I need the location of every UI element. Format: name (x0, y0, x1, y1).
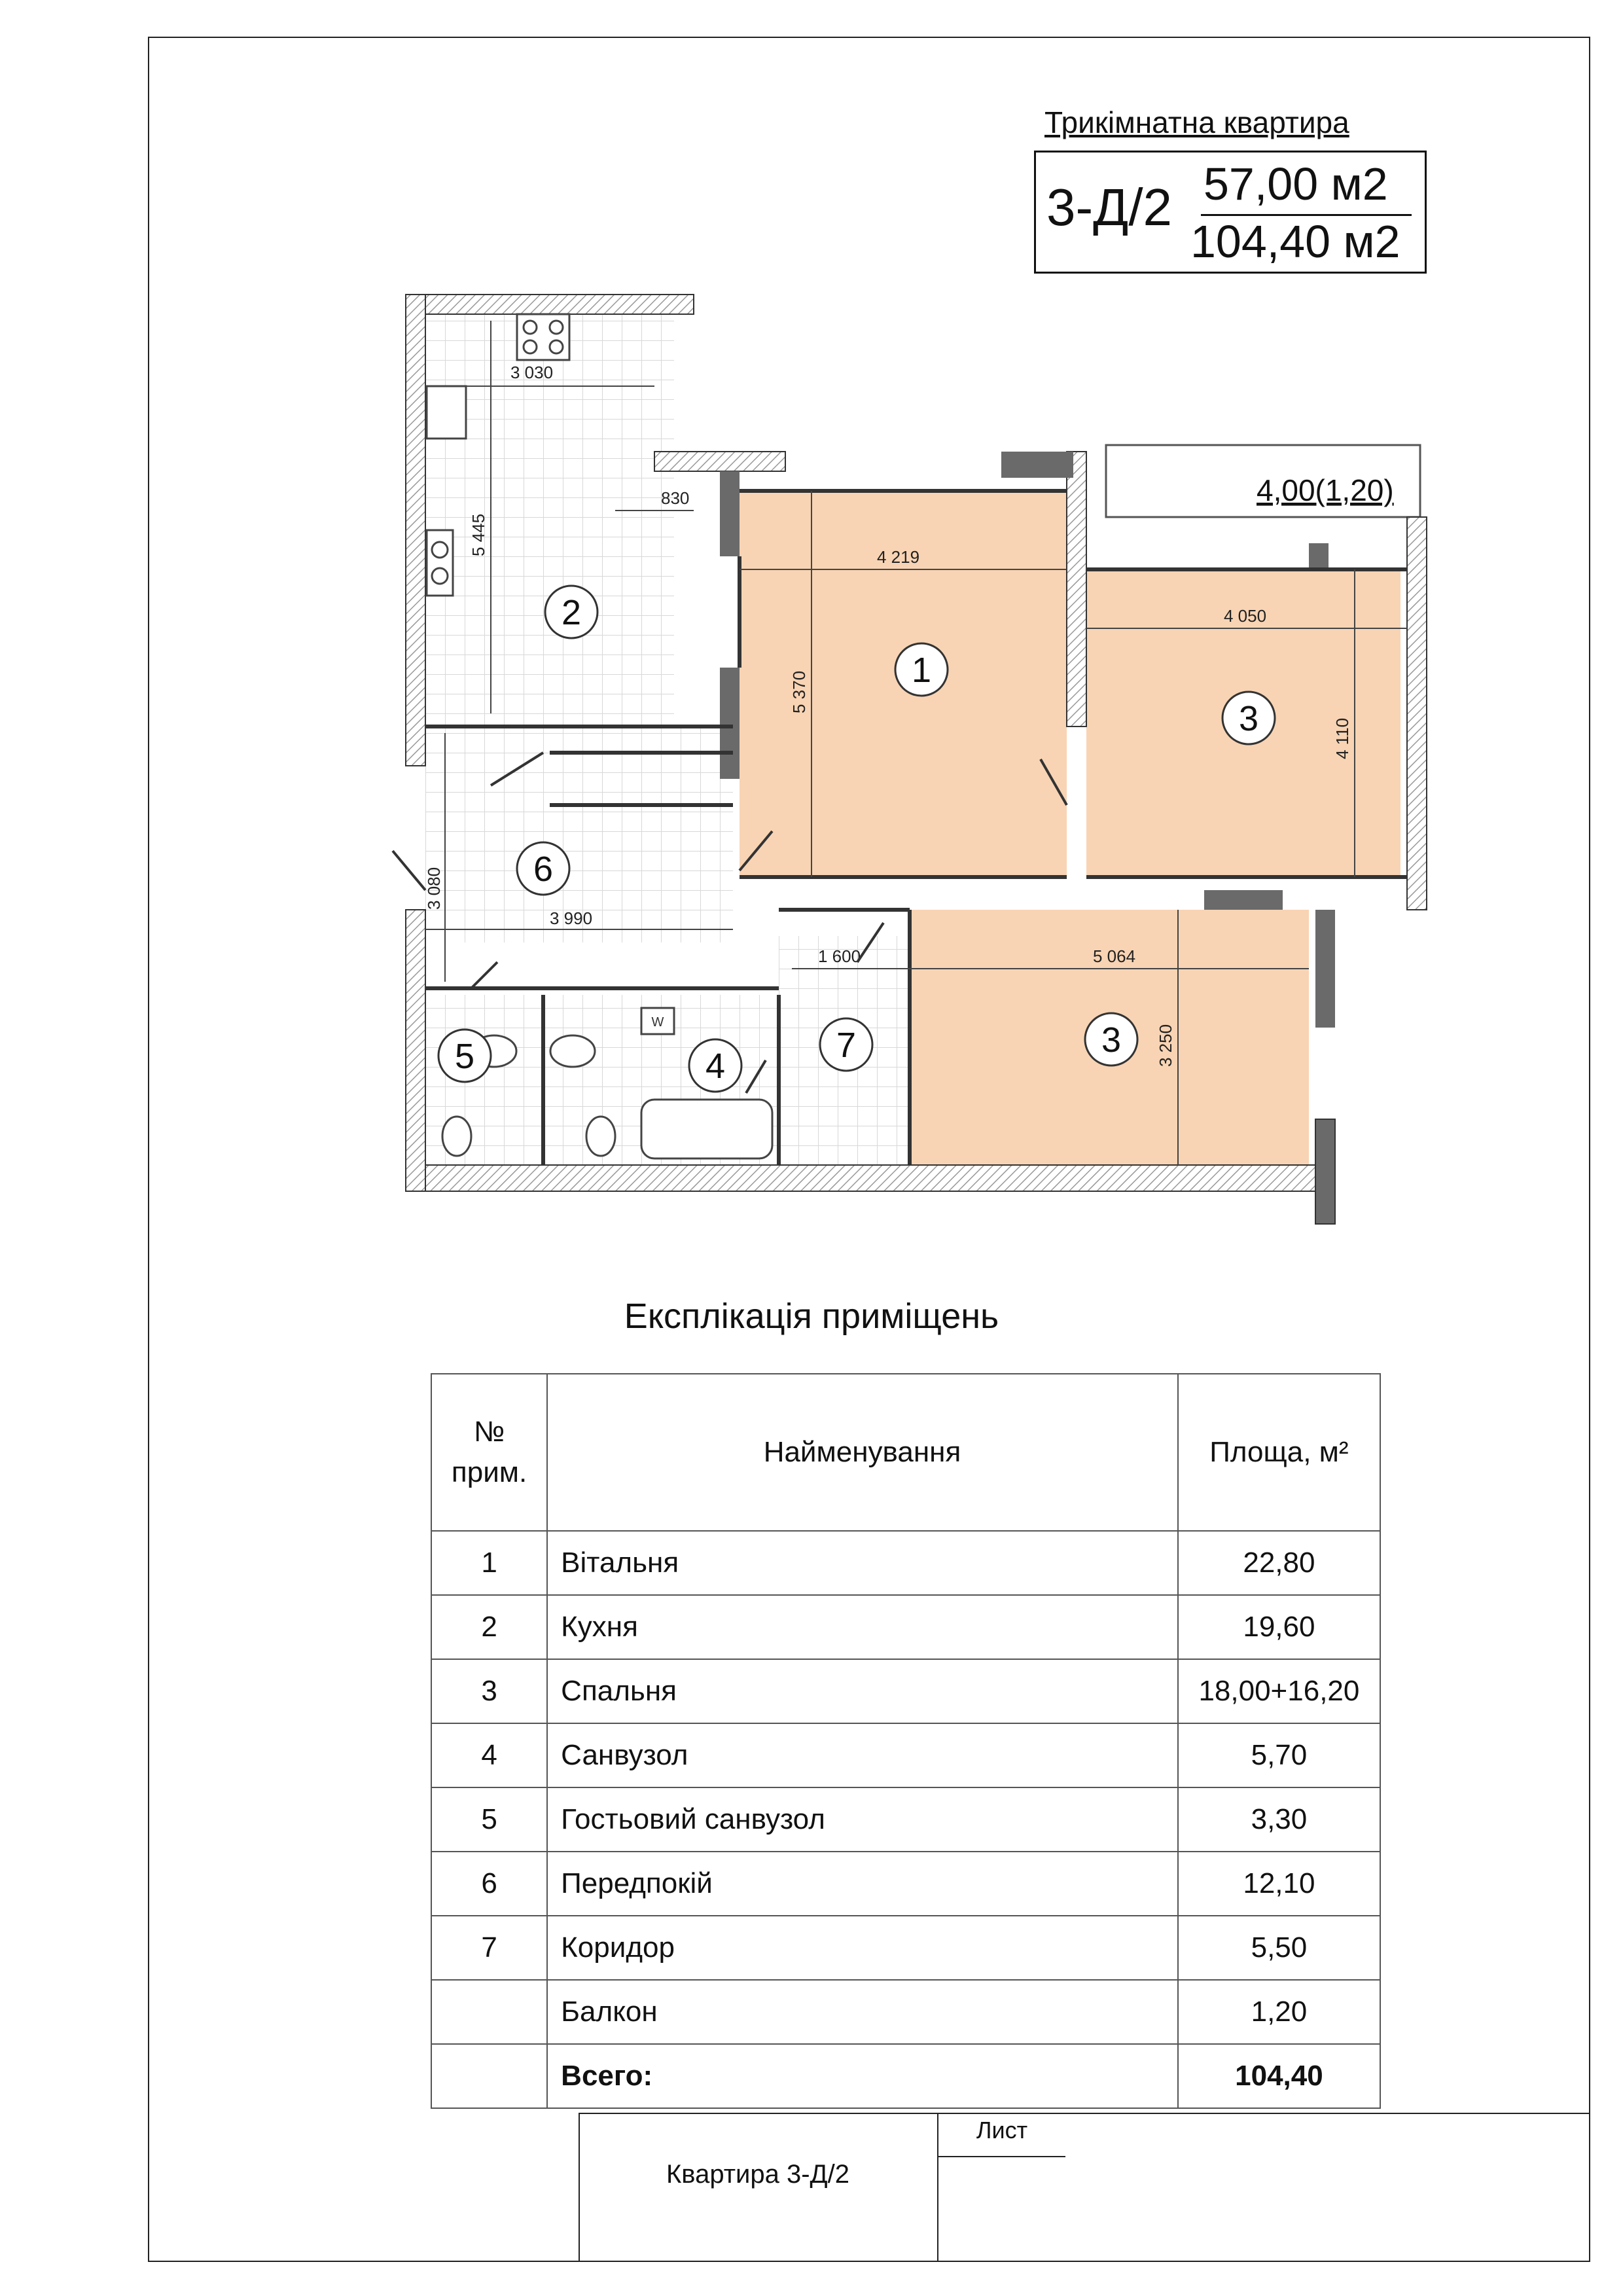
row-name: Гостьовий санвузол (547, 1787, 1178, 1852)
balcony-label: 4,00(1,20) (1257, 473, 1394, 507)
dim-label: 3 250 (1156, 1024, 1175, 1067)
washer-label: W (651, 1015, 664, 1030)
table-row (431, 1531, 1380, 1595)
dim-label: 5 445 (469, 513, 488, 556)
wall-right-living (1067, 452, 1086, 726)
column-c (1001, 452, 1073, 478)
dim-label: 5 370 (789, 670, 809, 713)
table-row (431, 1916, 1380, 1980)
row-name: Санвузол (547, 1723, 1178, 1787)
total-label: Всего: (547, 2044, 1178, 2108)
column-d (1204, 890, 1283, 910)
title-block-sheet-line (937, 2156, 1065, 2157)
living-area: 57,00 м2 (1204, 158, 1388, 209)
wall-bottom (406, 1165, 1315, 1191)
apartment-type: Трикімнатна квартира (1044, 105, 1349, 139)
table-row (431, 1852, 1380, 1916)
drawing-title: Квартира 3-Д/2 (666, 2160, 849, 2189)
dim-label: 4 219 (877, 547, 920, 567)
explication-table (431, 1373, 1381, 2109)
table-row (431, 1787, 1380, 1852)
row-num: 4 (431, 1723, 547, 1787)
row-name: Спальня (547, 1659, 1178, 1723)
floor-plan (386, 281, 1459, 1237)
row-area: 19,60 (1178, 1595, 1380, 1659)
row-area: 1,20 (1178, 1980, 1380, 2044)
room-number: 3 (1238, 699, 1259, 738)
row-name: Вітальня (547, 1531, 1178, 1595)
row-area: 5,50 (1178, 1916, 1380, 1980)
wall-right-bedroom (1407, 517, 1427, 910)
room-number: 6 (533, 850, 554, 889)
total-num (431, 2044, 547, 2108)
row-num: 7 (431, 1916, 547, 1980)
table-row (431, 1659, 1380, 1723)
row-area: 22,80 (1178, 1531, 1380, 1595)
column-f (1309, 543, 1329, 569)
column-e (1315, 910, 1335, 1028)
header-area: Площа, м² (1178, 1374, 1380, 1531)
dim-label: 4 110 (1332, 717, 1352, 759)
table-row (431, 1595, 1380, 1659)
total-area: 104,40 м2 (1190, 216, 1400, 267)
wall-top-kitchen (406, 295, 694, 314)
room-number: 1 (911, 651, 932, 690)
dim-label: 3 990 (550, 908, 593, 928)
explication-title: Експлікація приміщень (624, 1297, 999, 1336)
wall-mid-top (654, 452, 785, 471)
row-area: 12,10 (1178, 1852, 1380, 1916)
row-name: Передпокій (547, 1852, 1178, 1916)
row-area: 5,70 (1178, 1723, 1380, 1787)
dim-label: 3 030 (510, 363, 554, 382)
row-name: Балкон (547, 1980, 1178, 2044)
row-area: 3,30 (1178, 1787, 1380, 1852)
row-num: 1 (431, 1531, 547, 1595)
wall-left-kitchen (406, 295, 425, 766)
wall-right-bottom (1315, 1119, 1335, 1224)
column-b (720, 668, 740, 779)
row-name: Кухня (547, 1595, 1178, 1659)
dim-label: 1 600 (818, 946, 861, 966)
row-name: Коридор (547, 1916, 1178, 1980)
row-num: 6 (431, 1852, 547, 1916)
row-area: 18,00+16,20 (1178, 1659, 1380, 1723)
row-num (431, 1980, 547, 2044)
table-row (431, 1723, 1380, 1787)
table-row (431, 1980, 1380, 2044)
apartment-code: 3-Д/2 (1046, 178, 1173, 236)
room-number: 4 (705, 1047, 726, 1086)
total-area-value: 104,40 (1178, 2044, 1380, 2108)
row-num: 5 (431, 1787, 547, 1852)
header-name: Найменування (547, 1374, 1178, 1531)
row-num: 3 (431, 1659, 547, 1723)
dim-label: 4 050 (1224, 606, 1267, 626)
dim-label: 5 064 (1093, 946, 1136, 966)
dim-label: 3 080 (424, 867, 444, 910)
header-num: № прим. (431, 1374, 547, 1531)
dim-label: 830 (661, 488, 690, 508)
table-header-row (431, 1374, 1380, 1531)
apartment-area-box (1034, 151, 1427, 274)
row-num: 2 (431, 1595, 547, 1659)
total-row (431, 2044, 1380, 2108)
room-number: 2 (561, 593, 582, 632)
room-number: 3 (1101, 1020, 1122, 1060)
column-a (720, 471, 740, 556)
room-number: 5 (454, 1037, 475, 1076)
wall-left-wc (406, 910, 425, 1191)
sheet-label: Лист (976, 2117, 1028, 2144)
room-number: 7 (836, 1026, 857, 1065)
